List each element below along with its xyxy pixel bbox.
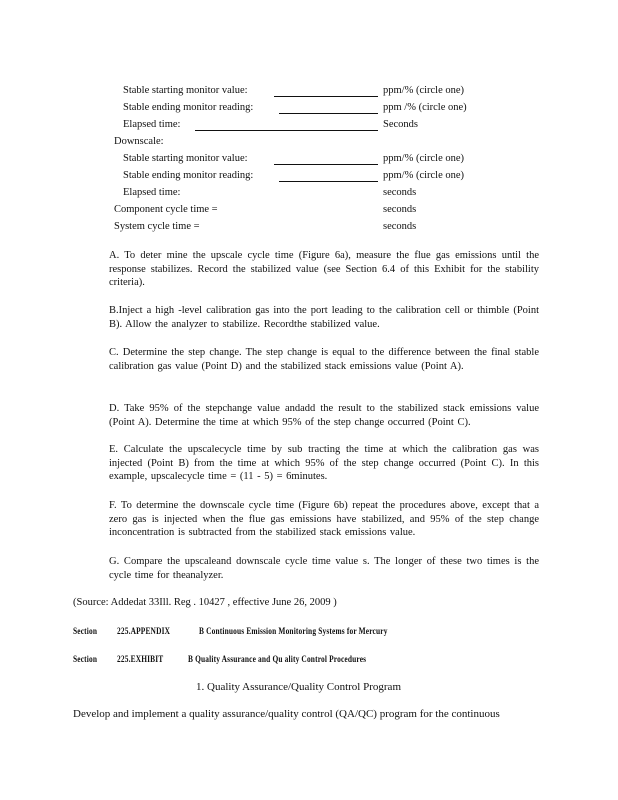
downscale-end-unit: ppm/% (circle one): [383, 170, 465, 181]
downscale-elapsed-unit: seconds: [383, 187, 417, 198]
section-title-1: B Continuous Emission Monitoring Systems for Mercury: [199, 627, 388, 637]
downscale-start-blank[interactable]: [274, 164, 378, 165]
component-cycle-time-unit: seconds: [383, 204, 417, 215]
upscale-start-blank[interactable]: [274, 96, 378, 97]
source-note: (Source: Addedat 33Ill. Reg . 10427 , effective June 26, 2009 ): [73, 597, 337, 608]
downscale-elapsed-label: Elapsed time:: [123, 187, 181, 198]
component-cycle-time-label: Component cycle time =: [114, 204, 218, 215]
paragraph-g: G. Compare the upscaleand downscale cycle time value s. The longer of these two times is the cycle time for theanalyzer.: [109, 556, 539, 581]
subheading: 1. Quality Assurance/Quality Control Program: [196, 681, 401, 693]
body-line: Develop and implement a quality assurance/quality control (QA/QC) program for the continuous: [73, 708, 500, 720]
upscale-elapsed-blank[interactable]: [195, 130, 378, 131]
system-cycle-time-label: System cycle time =: [114, 221, 200, 232]
section-number-1: 225.APPENDIX: [117, 627, 171, 637]
upscale-start-label: Stable starting monitor value:: [123, 85, 248, 96]
system-cycle-time-unit: seconds: [383, 221, 417, 232]
upscale-end-unit: ppm /% (circle one): [383, 102, 467, 113]
downscale-start-label: Stable starting monitor value:: [123, 153, 248, 164]
paragraph-d: D. Take 95% of the stepchange value andadd the result to the stabilized stack emissions value (Point A). Determine the time at which 95% of the step change occurred (Point C).: [109, 403, 539, 428]
upscale-end-label: Stable ending monitor reading:: [123, 102, 254, 113]
section-label-2: Section: [73, 655, 98, 665]
paragraph-a: A. To deter mine the upscale cycle time (Figure 6a), measure the flue gas emissions until the response stabilizes. Record the stabilized value (see Section 6.4 of this Exhibit for the stability criteria).: [109, 250, 539, 288]
section-title-2: B Quality Assurance and Qu ality Control Procedures: [188, 655, 367, 665]
upscale-end-blank[interactable]: [279, 113, 378, 114]
section-label-1: Section: [73, 627, 98, 637]
section-number-2: 225.EXHIBIT: [117, 655, 164, 665]
paragraph-b: B.Inject a high -level calibration gas into the port leading to the calibration cell or thimble (Point B). Allow the analyzer to stabilize. Recordthe stabilized value.: [109, 305, 539, 330]
downscale-end-label: Stable ending monitor reading:: [123, 170, 254, 181]
paragraph-f: F. To determine the downscale cycle time (Figure 6b) repeat the procedures above, except that a zero gas is injected when the flue gas emissions have stabilized, and 95% of the step change inconcentration is subtracted from the stabilized stack emissions value.: [109, 500, 539, 538]
paragraph-e: E. Calculate the upscalecycle time by sub tracting the time at which the calibration gas was injected (Point B) from the time at which 95% of the step change occurred (Point C). In this example, upscalecycle time = (11 - 5) = 6minutes.: [109, 444, 539, 482]
upscale-start-unit: ppm/% (circle one): [383, 85, 465, 96]
paragraph-c: C. Determine the step change. The step change is equal to the difference between the final stable calibration gas value (Point D) and the stabilized stack emissions value (Point A).: [109, 347, 539, 372]
downscale-heading: Downscale:: [114, 136, 164, 147]
downscale-end-blank[interactable]: [279, 181, 378, 182]
upscale-elapsed-label: Elapsed time:: [123, 119, 181, 130]
downscale-start-unit: ppm/% (circle one): [383, 153, 465, 164]
upscale-elapsed-unit: Seconds: [383, 119, 418, 130]
